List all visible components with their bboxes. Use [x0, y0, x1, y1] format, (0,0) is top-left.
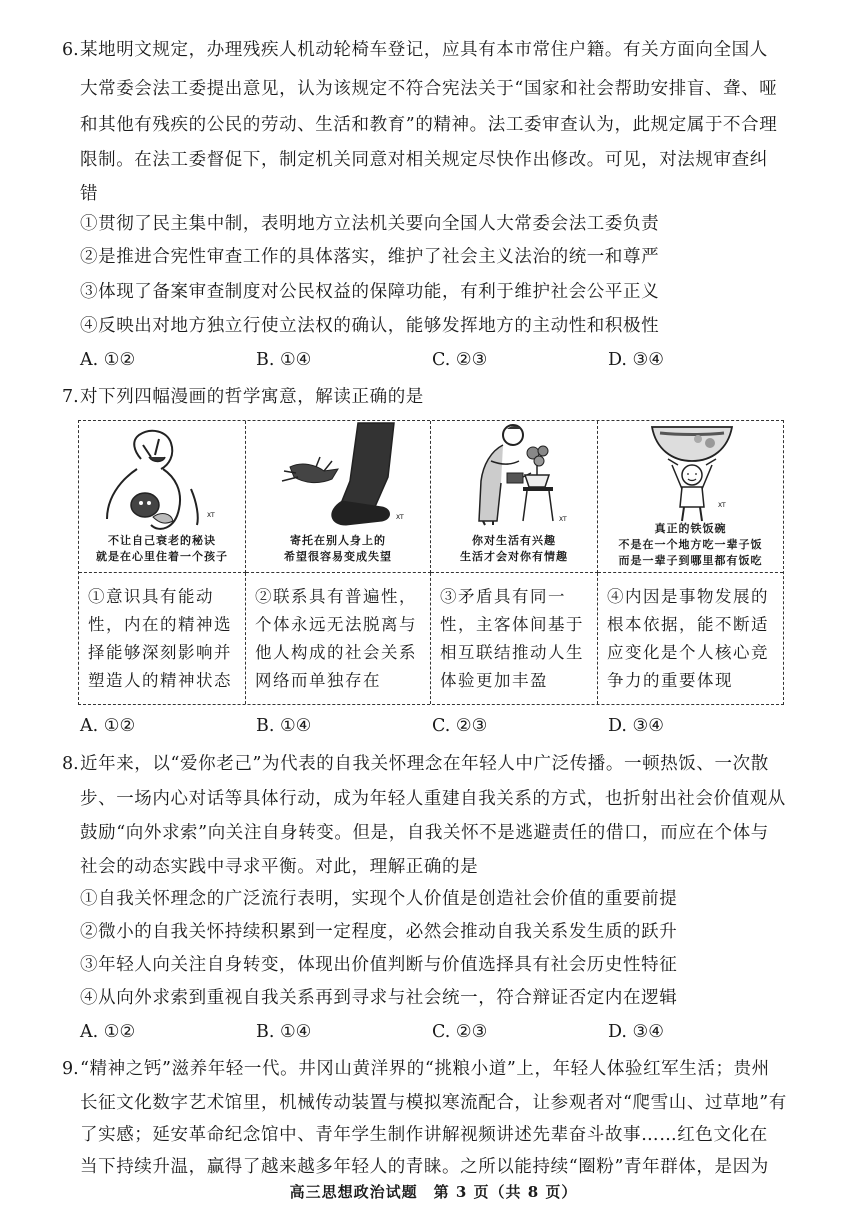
- q6-line: 错: [80, 184, 99, 204]
- q6-option: ③体现了备案审查制度对公民权益的保障功能，有利于维护社会公平正义: [80, 282, 660, 302]
- q6-option: ①贯彻了民主集中制，表明地方立法机关要向全国人大常委会法工委负责: [80, 214, 660, 234]
- q9-line: 当下持续升温，赢得了越来越多年轻人的青睐。之所以能持续“圈粉”青年群体，是因为: [80, 1157, 769, 1177]
- q6-line: 某地明文规定，办理残疾人机动轮椅车登记，应具有本市常住户籍。有关方面向全国人: [80, 40, 768, 60]
- comic-caption: 你对生活有兴趣: [472, 534, 556, 547]
- comic-caption: 不是在一个地方吃一辈子饭: [618, 538, 763, 551]
- q9-line: 了实感；延安革命纪念馆中、青年学生制作讲解视频讲述先辈奋斗故事……红色文化在: [80, 1125, 768, 1145]
- q6-line: 限制。在法工委督促下，制定机关同意对相关规定尽快作出修改。可见，对法规审查纠: [80, 150, 768, 170]
- choice-c: C. ②③: [432, 716, 488, 736]
- comic-panel: [431, 421, 598, 573]
- comic-explanation: ④内因是事物发展的根本依据，能不断适应变化是个人核心竞争力的重要体现: [607, 587, 769, 690]
- comic-caption: 真正的铁饭碗: [654, 522, 727, 535]
- q7-number: 7.: [62, 387, 79, 407]
- q6-choices: [80, 348, 780, 372]
- comic-explanation-cell: [246, 573, 431, 704]
- q7-stem: 对下列四幅漫画的哲学寓意，解读正确的是: [80, 387, 424, 407]
- choice-d: D. ③④: [608, 1022, 664, 1042]
- comic-panel: [79, 421, 246, 573]
- comic-explanation: ①意识具有能动性，内在的精神选择能够深刻影响并塑造人的精神状态: [88, 587, 232, 690]
- q8-choices: [80, 1020, 780, 1044]
- choice-b: B. ①④: [256, 1022, 312, 1042]
- q6-line: 和其他有残疾的公民的劳动、生活和教育”的精神。法工委审查认为，此规定属于不合理: [80, 115, 778, 135]
- choice-c: C. ②③: [432, 1022, 488, 1042]
- comic-explanation: ②联系具有普遍性，个体永远无法脱离与他人构成的社会关系网络而单独存在: [255, 587, 417, 690]
- comic-caption: 生活才会对你有情趣: [460, 550, 568, 563]
- comic-panel: [246, 421, 431, 573]
- choice-d: D. ③④: [608, 350, 664, 370]
- q8-line: 鼓励“向外求索”向关注自身转变。但是，自我关怀不是逃避责任的借口，而应在个体与: [80, 823, 769, 843]
- q8-line: 近年来，以“爱你老己”为代表的自我关怀理念在年轻人中广泛传播。一顿热饭、一次散: [80, 754, 769, 774]
- choice-d: D. ③④: [608, 716, 664, 736]
- choice-a: A. ①②: [80, 350, 136, 370]
- q6-number: 6.: [62, 40, 79, 60]
- q8-number: 8.: [62, 754, 79, 774]
- choice-c: C. ②③: [432, 350, 488, 370]
- q6-option: ②是推进合宪性审查工作的具体落实，维护了社会主义法治的统一和尊严: [80, 247, 660, 267]
- comic-panel: [598, 421, 783, 573]
- comic-grid: [78, 420, 784, 705]
- q9-number: 9.: [62, 1059, 79, 1079]
- comic-explanation-cell: [79, 573, 246, 704]
- comic-explanation-cell: [431, 573, 598, 704]
- q6-option: ④反映出对地方独立行使立法权的确认，能够发挥地方的主动性和积极性: [80, 316, 660, 336]
- comic-signature: XT: [559, 516, 567, 523]
- choice-b: B. ①④: [256, 716, 312, 736]
- q8-option: ②微小的自我关怀持续积累到一定程度，必然会推动自我关系发生质的跃升: [80, 922, 678, 942]
- comic-caption: 而是一辈子到哪里都有饭吃: [618, 554, 763, 567]
- choice-a: A. ①②: [80, 716, 136, 736]
- choice-a: A. ①②: [80, 1022, 136, 1042]
- q7-choices: [80, 714, 780, 738]
- q8-line: 步、一场内心对话等具体行动，成为年轻人重建自我关系的方式，也折射出社会价值观从: [80, 789, 786, 809]
- comic-explanation: ③矛盾具有同一性，主客体间基于相互联结推动人生体验更加丰盈: [440, 587, 584, 690]
- comic-caption: 就是在心里住着一个孩子: [96, 550, 228, 563]
- comic-signature: XT: [396, 514, 404, 521]
- q9-line: “精神之钙”滋养年轻一代。井冈山黄洋界的“挑粮小道”上，年轻人体验红军生活；贵州: [80, 1059, 770, 1079]
- comic-caption: 寄托在别人身上的: [290, 534, 386, 547]
- q8-option: ③年轻人向关注自身转变，体现出价值判断与价值选择具有社会历史性特征: [80, 955, 678, 975]
- choice-b: B. ①④: [256, 350, 312, 370]
- q6-line: 大常委会法工委提出意见，认为该规定不符合宪法关于“国家和社会帮助安排盲、聋、哑: [80, 79, 778, 99]
- comic-caption: 希望很容易变成失望: [284, 550, 392, 563]
- q8-line: 社会的动态实践中寻求平衡。对此，理解正确的是: [80, 857, 479, 877]
- q8-option: ①自我关怀理念的广泛流行表明，实现个人价值是创造社会价值的重要前提: [80, 889, 678, 909]
- comic-signature: XT: [718, 502, 726, 509]
- comic-explanation-cell: [598, 573, 783, 704]
- comic-caption: 不让自己衰老的秘诀: [108, 534, 216, 547]
- page-footer: 高三思想政治试题 第 3 页（共 8 页）: [289, 1183, 578, 1201]
- q8-option: ④从向外求索到重视自我关系再到寻求与社会统一，符合辩证否定内在逻辑: [80, 988, 678, 1008]
- comic-signature: XT: [207, 512, 215, 519]
- q9-line: 长征文化数字艺术馆里，机械传动装置与模拟寒流配合，让参观者对“爬雪山、过草地”有: [80, 1093, 787, 1113]
